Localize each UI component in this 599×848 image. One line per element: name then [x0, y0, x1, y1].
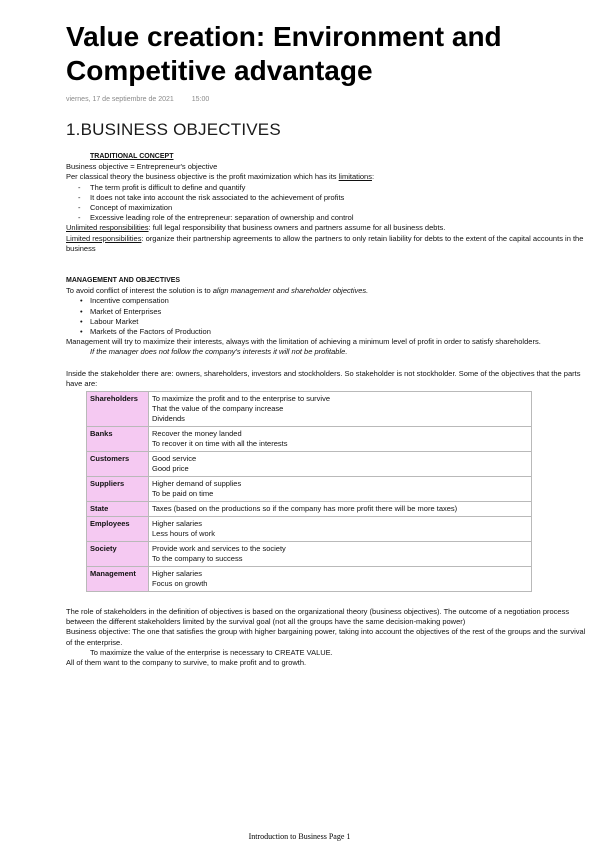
stakeholder-name: Employees [87, 517, 149, 542]
list-item: • Labour Market [80, 317, 586, 327]
objective-item: To be paid on time [152, 489, 214, 499]
objective-item: Dividends [152, 414, 185, 424]
traditional-concept-heading: TRADITIONAL CONCEPT [90, 153, 174, 160]
objective-item: To recover it on time with all the interests [152, 439, 288, 449]
paragraph-create-value: To maximize the value of the enterprise is necessary to CREATE VALUE. [90, 647, 333, 657]
stakeholder-name: Management [87, 567, 149, 592]
stakeholder-name: Suppliers [87, 477, 149, 502]
objective-item: Higher salaries [152, 519, 203, 529]
unlimited-text: : full legal responsibility that business owners and partners assume for all business debts. [148, 223, 446, 233]
list-item: • Market of Enterprises [80, 307, 586, 317]
stakeholder-objectives [149, 517, 532, 542]
stakeholder-objectives [149, 452, 532, 477]
stakeholder-objectives [149, 502, 532, 517]
paragraph-conflict [66, 286, 586, 296]
page-footer: Introduction to Business Page 1 [248, 832, 351, 841]
stakeholder-objectives [149, 392, 532, 427]
stakeholder-objectives [149, 567, 532, 592]
list-item: - Concept of maximization [78, 203, 586, 213]
objective-item: Less hours of work [152, 529, 215, 539]
paragraph-unlimited [66, 223, 586, 233]
unlimited-label: Unlimited responsibilities [66, 223, 149, 233]
table-row [87, 427, 532, 452]
classical-theory-text: Per classical theory the business objective is the profit maximization which has its [66, 172, 339, 182]
section-heading: 1.BUSINESS OBJECTIVES [66, 120, 281, 139]
stakeholder-name: Shareholders [87, 392, 149, 427]
stakeholder-name: State [87, 502, 149, 517]
stakeholder-name: Banks [87, 427, 149, 452]
objective-item: Higher demand of supplies [152, 479, 242, 489]
conflict-italic: align management and shareholder objectives. [212, 286, 369, 296]
list-item: - It does not take into account the risk associated to the achievement of profits [78, 193, 586, 203]
objective-item: Good service [152, 454, 197, 464]
table-row [87, 502, 532, 517]
objective-item: Good price [152, 464, 189, 474]
conflict-text: To avoid conflict of interest the solution is to [66, 286, 213, 296]
list-item: - Excessive leading role of the entrepreneur: separation of ownership and control [78, 213, 586, 223]
note-time: 15:00 [191, 96, 210, 103]
stakeholder-objectives [149, 427, 532, 452]
classical-theory-colon: : [371, 172, 375, 182]
stakeholders-table [86, 391, 532, 592]
table-row [87, 392, 532, 427]
objective-item: Recover the money landed [152, 429, 242, 439]
objective-item: That the value of the company increase [152, 404, 284, 414]
limited-label: Limited responsibilities [66, 233, 142, 243]
paragraph-stakeholders-intro: Inside the stakeholder there are: owners, shareholders, investors and stockholders. So stakeholder is not stockholder. Some of the objectives that the parts have are: [66, 368, 581, 388]
paragraph-classical-theory [66, 172, 586, 182]
list-item: • Markets of the Factors of Production [80, 327, 586, 337]
table-row [87, 517, 532, 542]
objective-item: Provide work and services to the society [152, 544, 286, 554]
stakeholder-name: Customers [87, 452, 149, 477]
list-item: - The term profit is difficult to define and quantify [78, 183, 586, 193]
limitations-list [66, 183, 586, 224]
objective-item: Taxes (based on the productions so if the company has more profit there will be more taxes) [152, 504, 458, 514]
table-row [87, 452, 532, 477]
paragraph-business-objective: Business objective: The one that satisfies the group with higher bargaining power, taking into account the objectives of the rest of the groups and the survival of the enterprise. [66, 627, 586, 647]
management-heading: MANAGEMENT AND OBJECTIVES [66, 277, 181, 285]
paragraph-management: Management will try to maximize their interests, always with the limitation of achieving a minimum level of profit in order to satisfy shareholders. [66, 337, 541, 347]
table-row [87, 542, 532, 567]
objective-item: To maximize the profit and to the enterprise to survive [152, 394, 331, 404]
limitations-link: limitations [338, 172, 372, 182]
stakeholder-name: Society [87, 542, 149, 567]
stakeholder-objectives [149, 542, 532, 567]
note-body [66, 152, 586, 668]
page-title: Value creation: Environment and Competitive advantage [66, 21, 502, 86]
list-item: • Incentive compensation [80, 296, 586, 306]
objective-item: To the company to success [152, 554, 243, 564]
table-row [87, 477, 532, 502]
paragraph-role: The role of stakeholders in the definition of objectives is based on the organizational theory (business objectives). The outcome of a negotiation process between the different stakeholders limited by the survival goal (not all the groups have the same decision-making power) [66, 607, 570, 627]
objective-item: Higher salaries [152, 569, 203, 579]
limited-text: : organize their partnership agreements to allow the partners to only retain liability for debts to the extent of the capital accounts in the business [66, 233, 584, 253]
paragraph-objective: Business objective = Entrepreneur's objective [66, 162, 218, 172]
table-row [87, 567, 532, 592]
management-list [66, 296, 586, 337]
paragraph-limited [66, 234, 586, 254]
stakeholder-objectives [149, 477, 532, 502]
note-date: viernes, 17 de septiembre de 2021 [66, 96, 174, 103]
objective-item: Focus on growth [152, 579, 208, 589]
paragraph-all-want: All of them want to the company to survive, to make profit and to growth. [66, 658, 307, 668]
note-meta [66, 96, 209, 103]
paragraph-manager-italic: If the manager does not follow the company's interests it will not be profitable. [90, 347, 348, 357]
